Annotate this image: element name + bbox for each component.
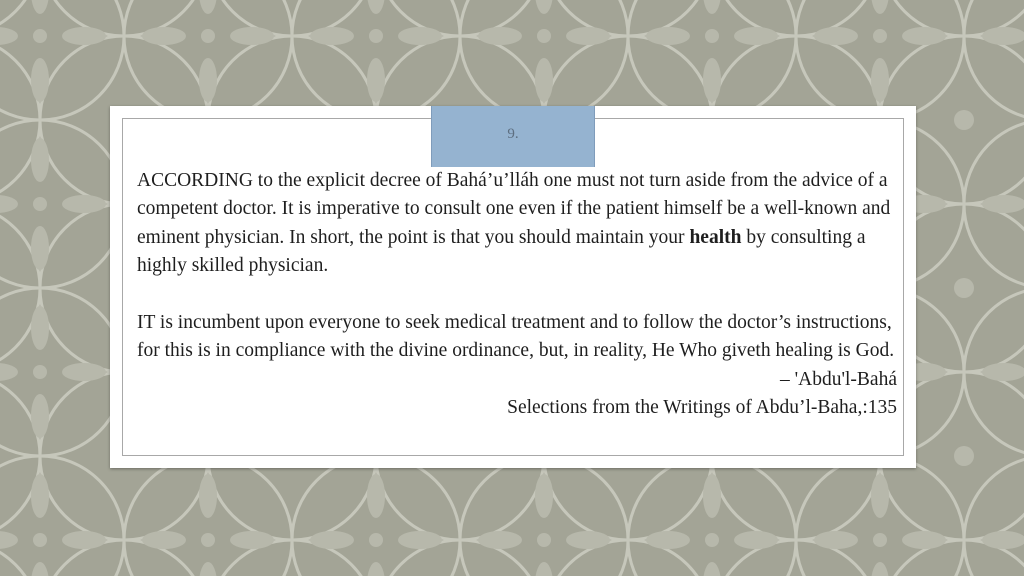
quote-paragraph-1 [137,167,897,281]
health-emphasis: health [689,226,742,248]
quote-paragraph-2: IT is incumbent upon everyone to seek medical treatment and to follow the doctor’s instructions, for this is in compliance with the divine ordinance, but, in reality, He Who giveth healing is God. [137,312,895,362]
paragraph-1-lead: ACCORDING to the explicit decree of Bahá’u’lláh one must not turn aside from the advice of a competent doctor. It is imperative to consult one even if the patient himself be a well-known and eminent physician. In short, the point is that you should maintain your [137,170,891,248]
quote-card [110,106,916,468]
paragraph-1-tail: by consulting a highly skilled physician. [137,226,866,277]
attribution-source: Selections from the Writings of Abdu’l-Baha,:135 [507,397,897,419]
slide-number-tab [431,106,595,167]
slide-number: 9. [507,126,519,142]
attribution-author: – 'Abdu'l-Bahá [780,368,897,390]
quote-content [137,167,897,423]
